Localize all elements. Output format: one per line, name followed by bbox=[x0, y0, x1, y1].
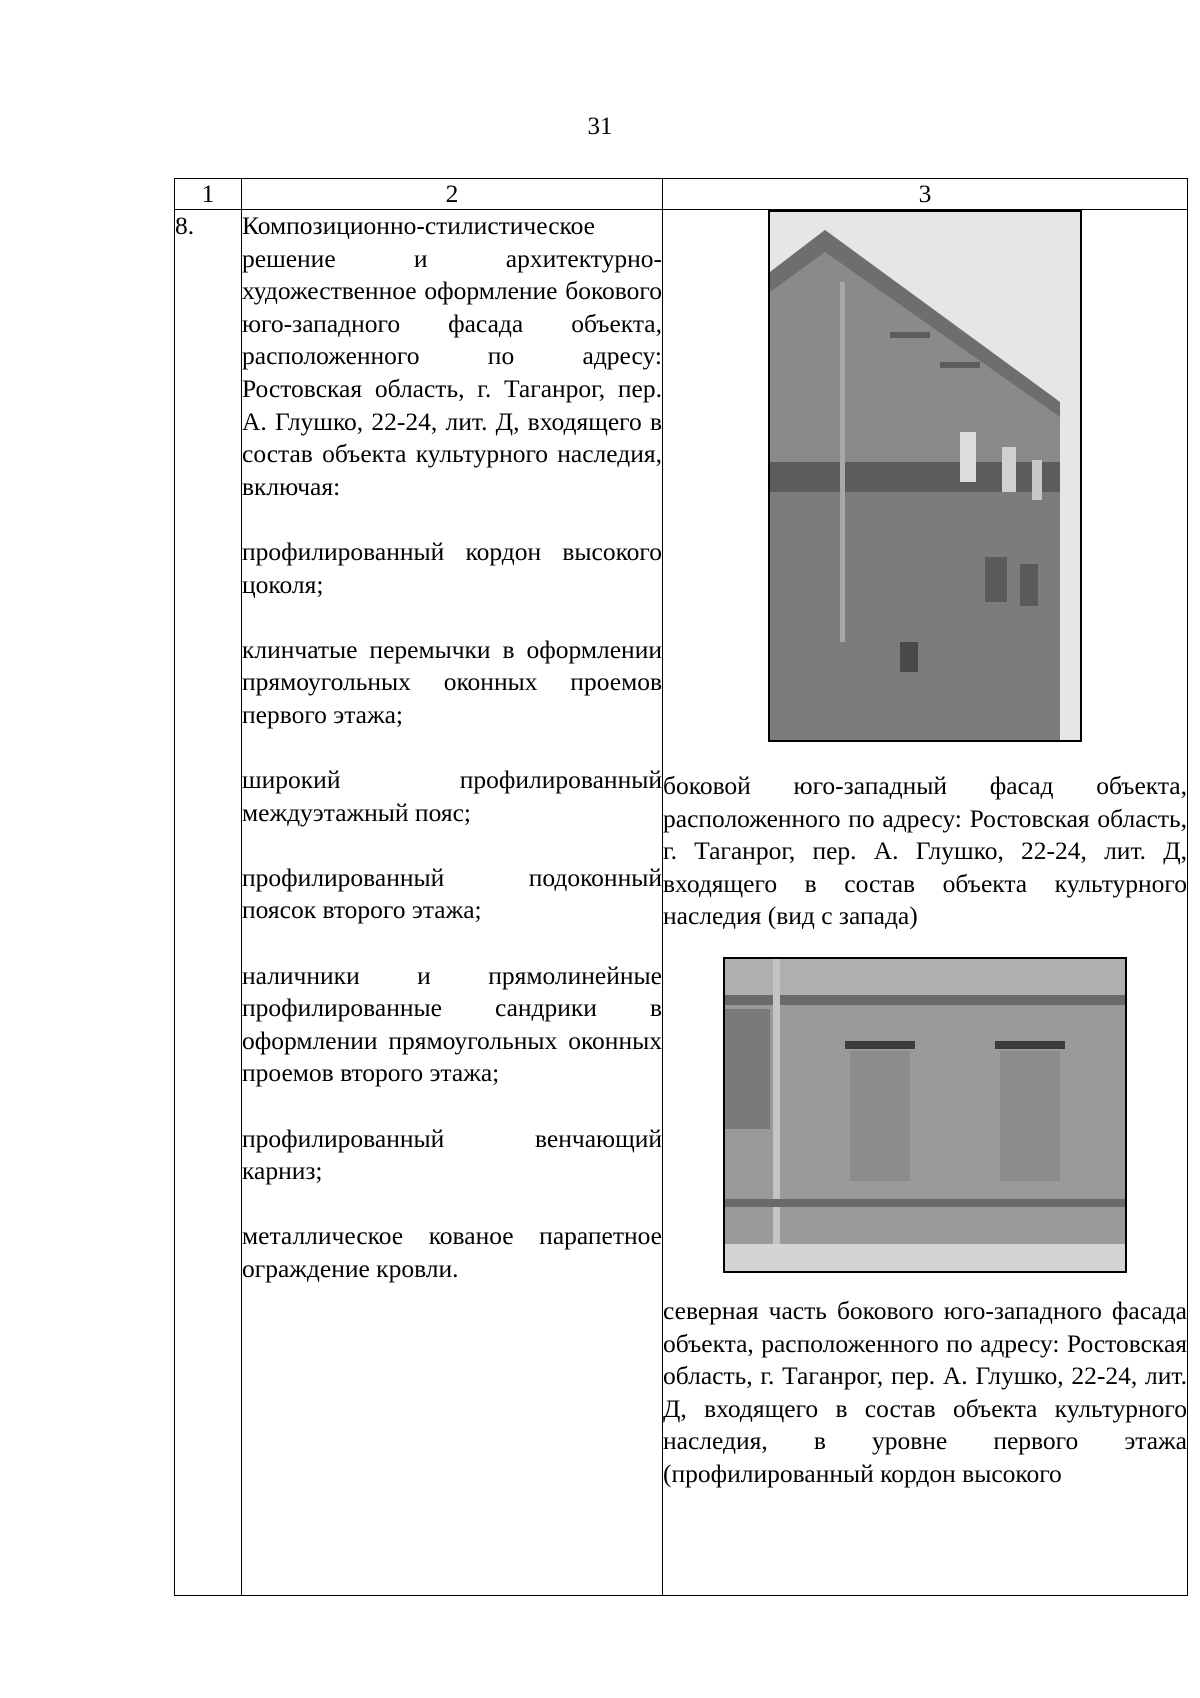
facade-photo-first-floor bbox=[723, 957, 1127, 1273]
element-description-cell bbox=[242, 210, 663, 1596]
column-header-1: 1 bbox=[175, 179, 242, 210]
photo-1-caption: боковой юго-западный фасад объекта, расположенного по адресу: Ростовская область, г. Таганрог, пер. А. Глушко, 22-24, лит. Д, входящего в состав объекта культурного наследия (вид с запада) bbox=[663, 771, 1187, 931]
description-intro: Композиционно-стилистическое решение и архитектурно-художественное оформление бокового юго-западного фасада объекта, расположенного по адресу: Ростовская область, г. Таганрог, пер. А. Глушко, 22-24, лит. Д, входящего в состав объекта культурного наследия, включая: bbox=[242, 211, 662, 501]
column-header-3: 3 bbox=[663, 179, 1188, 210]
photo-2-caption: северная часть бокового юго-западного фасада объекта, расположенного по адресу: Ростовская область, г. Таганрог, пер. А. Глушко, 22-24, лит. Д, входящего в состав объекта культурного наследия, в уровне первого этажа (профилированный кордон высокого bbox=[663, 1295, 1187, 1488]
table-header-row bbox=[175, 179, 1188, 210]
monument-elements-table bbox=[174, 178, 1188, 1596]
row-number: 8. bbox=[175, 210, 242, 1596]
element-item-4: профилированный подоконный поясок второго этажа; bbox=[242, 862, 662, 925]
table-row bbox=[175, 210, 1188, 1596]
element-item-5: наличники и прямолинейные профилированные сандрики в оформлении прямоугольных оконных проемов второго этажа; bbox=[242, 960, 662, 1088]
page-number: 31 bbox=[587, 113, 613, 140]
element-item-7: металлическое кованое парапетное ограждение кровли. bbox=[242, 1221, 662, 1283]
element-item-2: клинчатые перемычки в оформлении прямоугольных оконных проемов первого этажа; bbox=[242, 634, 662, 729]
column-header-2: 2 bbox=[242, 179, 663, 210]
element-item-1: профилированный кордон высокого цоколя; bbox=[242, 536, 662, 599]
element-item-6: профилированный венчающий карниз; bbox=[242, 1123, 662, 1186]
photos-cell bbox=[663, 210, 1188, 1596]
facade-photo-west-view bbox=[768, 210, 1082, 742]
element-item-3: широкий профилированный междуэтажный пояс; bbox=[242, 765, 662, 827]
